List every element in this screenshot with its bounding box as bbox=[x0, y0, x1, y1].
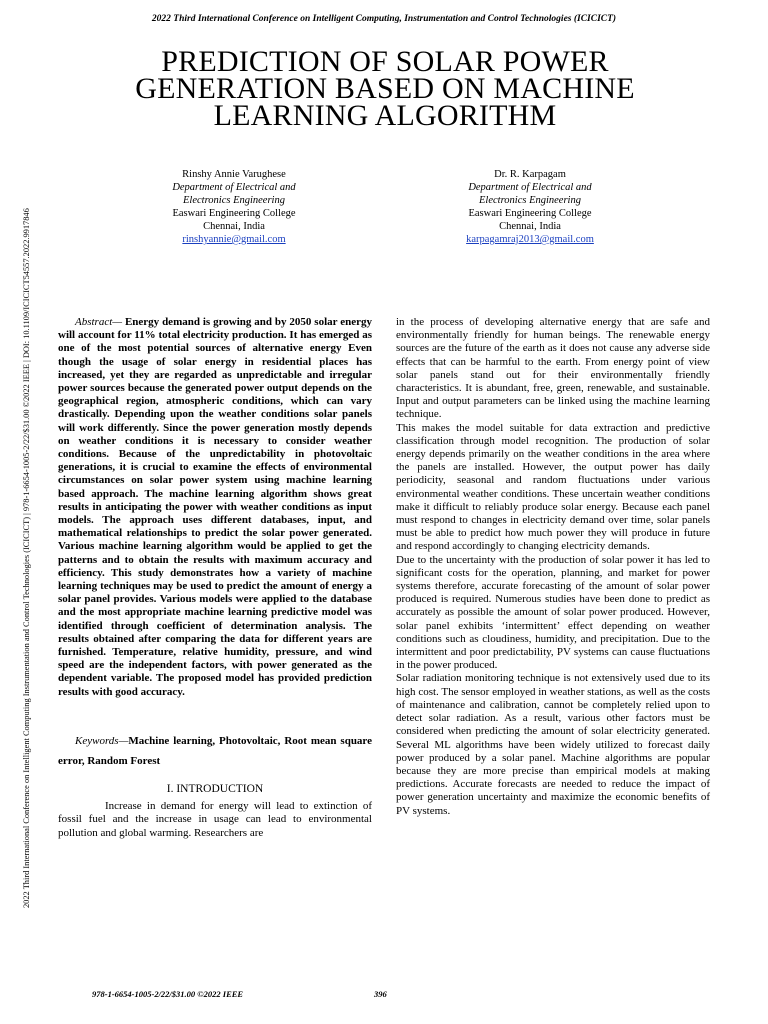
side-citation bbox=[12, 108, 32, 908]
conference-header: 2022 Third International Conference on Intelligent Computing, Instrumentation and Control Technologies (ICICICT) bbox=[151, 14, 617, 24]
page-number: 396 bbox=[374, 989, 387, 999]
author-name: Rinshy Annie Varughese bbox=[182, 169, 286, 180]
author-block-1 bbox=[104, 168, 364, 246]
author-name: Dr. R. Karpagam bbox=[494, 169, 566, 180]
keywords-label: Keywords— bbox=[75, 734, 129, 747]
keywords-text: Machine learning, Photovoltaic, Root mean square error, Random Forest bbox=[58, 734, 372, 767]
footer-isbn: 978-1-6654-1005-2/22/$31.00 ©2022 IEEE bbox=[92, 989, 244, 999]
paper-title: PREDICTION OF SOLAR POWER GENERATION BASED ON MACHINE LEARNING ALGORITHM bbox=[135, 45, 635, 132]
introduction-paragraph: Increase in demand for energy will lead to extinction of fossil fuel and the increase in usage can lead to environmental pollution and global warming. Researchers are bbox=[58, 800, 372, 839]
body-paragraph: Due to the uncertainty with the production of solar power it has led to significant costs for the operation, planning, and market for power systems therefore, accurate forecasting of the amount of solar power produced is required. Numerous studies have been done to predict as accurately as possible the amount of solar power produced. However, solar panel exhibits ‘intermittent’ effect depending on weather conditions such as cloudiness, humidity, and precipitation. Due to the intermittent and poor predictability, PV systems can cause fluctuations in the power produced. bbox=[396, 553, 710, 672]
author-department: Department of Electrical and bbox=[468, 182, 592, 193]
author-department: Department of Electrical and bbox=[172, 182, 296, 193]
author-college: Easwari Engineering College bbox=[468, 208, 592, 219]
section-heading-introduction: I. INTRODUCTION bbox=[166, 782, 264, 795]
author-location: Chennai, India bbox=[499, 221, 561, 232]
body-paragraph: This makes the model suitable for data extraction and predictive classification through model recognition. The production of solar energy depends primarily on the weather conditions in the area where the panels are installed. However, the output power has daily periodicity, seasonal and random fluctuations under various environmental weather conditions. These uncertain weather conditions make it difficult to reliably produce solar energy. Because each panel must respond to changes in electricity demand over time, solar panels must be able to predict how much power they will produce in future and respond accordingly to changing electricity demands. bbox=[396, 421, 710, 553]
abstract bbox=[58, 316, 372, 699]
author-block-2 bbox=[400, 168, 660, 246]
abstract-label: Abstract— bbox=[75, 316, 123, 328]
author-college: Easwari Engineering College bbox=[172, 208, 296, 219]
author-department-line2: Electronics Engineering bbox=[183, 195, 285, 206]
author-email-link[interactable]: rinshyannie@gmail.com bbox=[182, 234, 286, 245]
keywords bbox=[58, 731, 372, 771]
author-department-line2: Electronics Engineering bbox=[479, 195, 581, 206]
abstract-text: Energy demand is growing and by 2050 solar energy will account for 11% total electricity production. It has emerged as one of the most potential sources of alternative energy Even though the usage of solar energy in residential places has increased, yet they are regarded as unpredictable and irregular power sources because the generated power output depends on the geographical region, atmospheric conditions, which can vary drastically. Depending upon the weather conditions solar panels will work differently. Since the power generation mostly depends on weather conditions it is necessary to consider weather conditions. Because of the unpredictability in photovoltaic generations, it is crucial to examine the effects of environmental circumstances on solar power system using machine learning based approach. The machine learning algorithm shows great results in anticipating the power with weather conditions as input models. The approach uses different databases, input, and mathematical relationships to predict the solar power generated. Various machine learning algorithm would be applied to get the patterns and to obtain the results with maximum accuracy and efficiency. This study demonstrates how a variety of machine learning techniques may be used to predict the amount of energy a solar panel provides. Various models were applied to the database and the most appropriate machine learning predictive model was identified through coefficient of determination analysis. The results obtained after comparing the data for different years are furnished. Temperature, relative humidity, pressure, and wind speed are the independent factors, with power generated as the dependent variable. The proposed model has provided prediction results with good accuracy. bbox=[58, 316, 372, 698]
body-paragraph: in the process of developing alternative energy that are safe and environmentally friendly for human beings. The renewable energy sources are the future of the earth as it does not cause any adverse side effects that can be harmful to the earth. From energy point of view solar panels stand out for their environmentally friendly characteristics. It is abundant, free, green, renewable, and sustainable. Input and output parameters can be linked using the machine learning technique. bbox=[396, 316, 710, 421]
left-column bbox=[58, 316, 372, 840]
author-location: Chennai, India bbox=[203, 221, 265, 232]
author-email-link[interactable]: karpagamraj2013@gmail.com bbox=[466, 234, 594, 245]
side-citation-text: 2022 Third International Conference on Intelligent Computing Instrumentation and Control Technologies (ICICICT) | 978-1-6654-1005-2/22/$31.00 ©2022 IEEE | DOI: 10.1109/ICICICT54557.2022.9917846 bbox=[22, 208, 31, 908]
body-paragraph: Solar radiation monitoring technique is not extensively used due to its high cost. The sensor employed in weather stations, as well as the costs of maintenance and calibration, cannot be completely relied upon to detect solar radiation. As a result, various other factors must be considered when predicting the amount of solar electricity generated. Several ML algorithms have been widely utilized to forecast daily power produced by a solar panel. Machine algorithms are popular because they are more precise than empirical models at making predictions. Accurate forecasts are needed to reduce the impact of power generation uncertainty and maximize the economic benefits of PV systems. bbox=[396, 672, 710, 817]
right-column bbox=[396, 316, 710, 818]
